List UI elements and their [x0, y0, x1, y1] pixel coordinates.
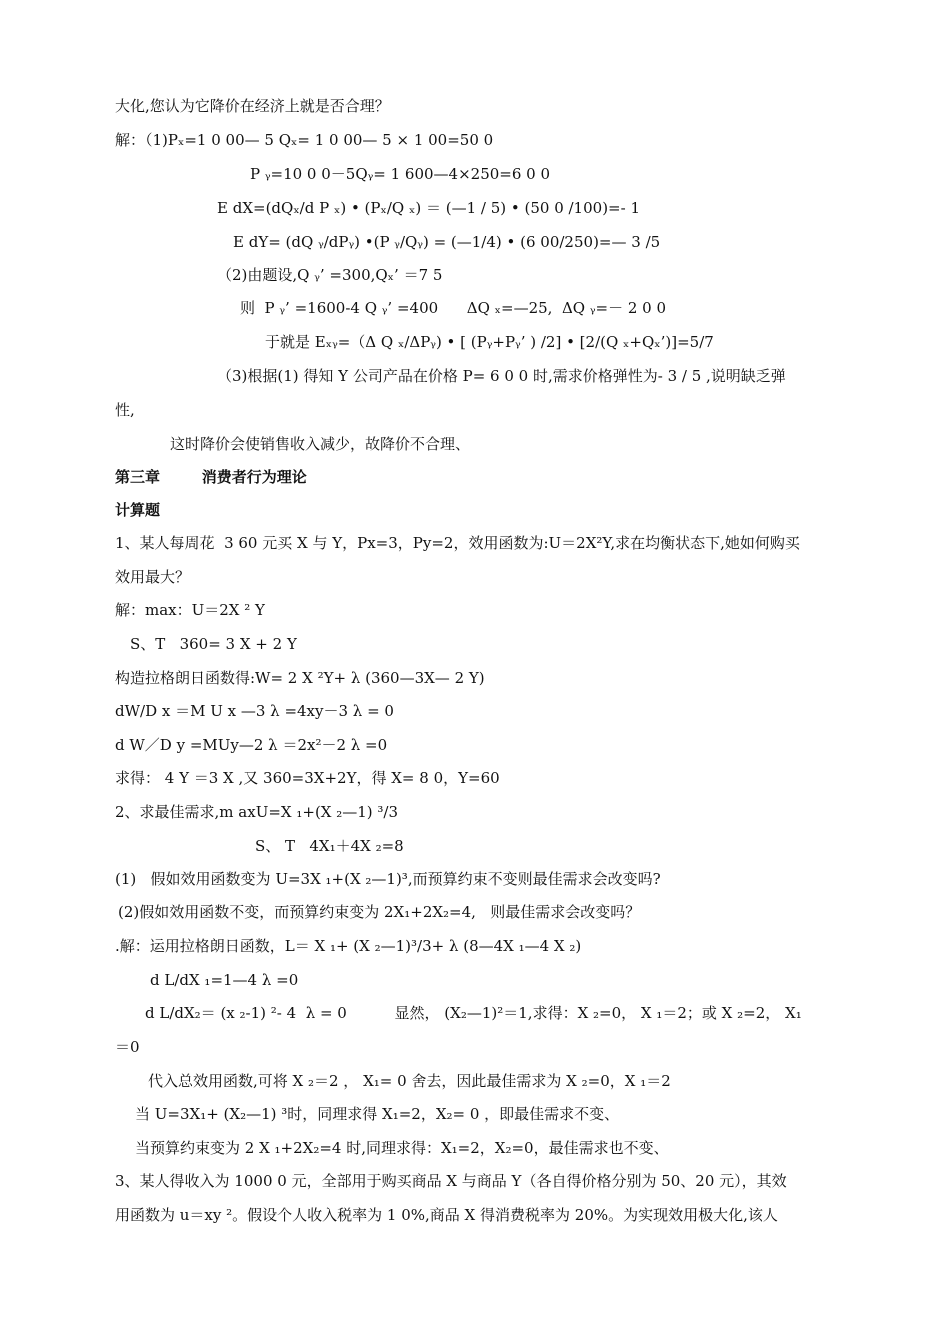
text-line: 效用最大？	[115, 568, 191, 586]
text-line: （3)根据(1) 得知 Y 公司产品在价格 P= 6 0 0 时,需求价格弹性为- 3 / 5 ,说明缺乏弹	[217, 367, 786, 385]
text-line: 求得： 4 Y ＝3 X ,又 360=3X+2Y，得 X= 8 0，Y=60	[115, 769, 500, 787]
text-line: 这时降价会使销售收入减少，故降价不合理、	[170, 435, 471, 453]
section-heading: 计算题	[115, 501, 161, 519]
text-line: (1) 假如效用函数变为 U=3X ₁+(X ₂—1)³,而预算约束不变则最佳需求会改变吗?	[115, 870, 661, 888]
text-line: 解：max：U＝2X ² Y	[115, 601, 265, 619]
text-line: 用函数为 u＝xy ²。假设个人收入税率为 1 0%,商品 X 得消费税率为 20%。为实现效用极大化,该人	[115, 1206, 778, 1224]
text-line: 代入总效用函数,可将 X ₂＝2 ， X₁= 0 舍去，因此最佳需求为 X ₂=0，X ₁＝2	[148, 1072, 671, 1090]
text-line: .解：运用拉格朗日函数，L＝ X ₁+ (X ₂—1)³/3+ λ (8—4X ₁—4 X ₂)	[115, 937, 582, 955]
text-line: P ᵧ=10 0 0－5Qᵧ= 1 600—4×250=6 0 0	[250, 165, 551, 183]
text-line: dW/D x ＝M U x —3 λ =4xy－3 λ = 0	[115, 702, 394, 720]
text-line: 1、某人每周花 3 60 元买 X 与 Y，Px=3，Py=2，效用函数为:U＝2X²Y,求在均衡状态下,她如何购买	[115, 534, 800, 552]
text-line: E dY= (dQ ᵧ/dPᵧ) •(P ᵧ/Qᵧ) = (—1/4) • (6 00/250)=— 3 /5	[233, 233, 661, 251]
text-line: 2、求最佳需求,m axU=X ₁+(X ₂—1) ³/3	[115, 803, 399, 821]
text-line: 当 U=3X₁+ (X₂—1) ³时，同理求得 X₁=2，X₂= 0 ，即最佳需求不变、	[135, 1105, 620, 1123]
text-line: ＝0	[115, 1038, 140, 1056]
text-line: 性,	[115, 401, 135, 419]
text-line: 大化,您认为它降价在经济上就是否合理？	[115, 97, 390, 115]
text-line: 于就是 Eₓᵧ=（Δ Q ₓ/ΔPᵧ) • [ (Pᵧ+Pᵧ’ ) /2] • [2/(Q ₓ+Qₓ’)]=5/7	[265, 333, 714, 351]
text-line: 则 P ᵧ’ =1600-4 Q ᵧ’ =400 ΔQ ₓ=—25, ΔQ ᵧ=－ 2 0 0	[240, 299, 667, 317]
text-line: （2)由题设,Q ᵧ’ =300,Qₓ’ ＝7 5	[217, 266, 443, 284]
text-line: d L/dX₂＝ (x ₂-1) ²- 4 λ = 0 显然， (X₂—1)²＝1,求得：X ₂=0， X ₁＝2；或 X ₂=2， X₁	[145, 1004, 802, 1022]
text-line: 3、某人得收入为 1000 0 元，全部用于购买商品 X 与商品 Y（各自得价格分别为 50、20 元），其效	[115, 1172, 787, 1190]
chapter-heading: 第三章 消费者行为理论	[115, 468, 307, 486]
text-line: d W／D y =MUy—2 λ ＝2x²－2 λ =0	[115, 736, 388, 754]
text-line: 构造拉格朗日函数得:W= 2 X ²Y+ λ (360—3X— 2 Y)	[115, 669, 485, 687]
text-line: E dX=(dQₓ/d P ₓ) • (Pₓ/Q ₓ) ＝ (—1 / 5) • (50 0 /100)=- 1	[217, 199, 640, 217]
text-line: S、 T 4X₁＋4X ₂=8	[255, 837, 404, 855]
text-line: S、T 360= 3 X + 2 Y	[130, 635, 297, 653]
text-line: 当预算约束变为 2 X ₁+2X₂=4 时,同理求得：X₁=2，X₂=0，最佳需求也不变、	[135, 1139, 669, 1157]
text-line: d L/dX ₁=1—4 λ =0	[150, 971, 299, 989]
text-line: (2)假如效用函数不变，而预算约束变为 2X₁+2X₂=4, 则最佳需求会改变吗？	[118, 903, 641, 921]
text-line: 解：（1)Pₓ=1 0 00— 5 Qₓ= 1 0 00— 5 × 1 00=50 0	[115, 131, 494, 149]
